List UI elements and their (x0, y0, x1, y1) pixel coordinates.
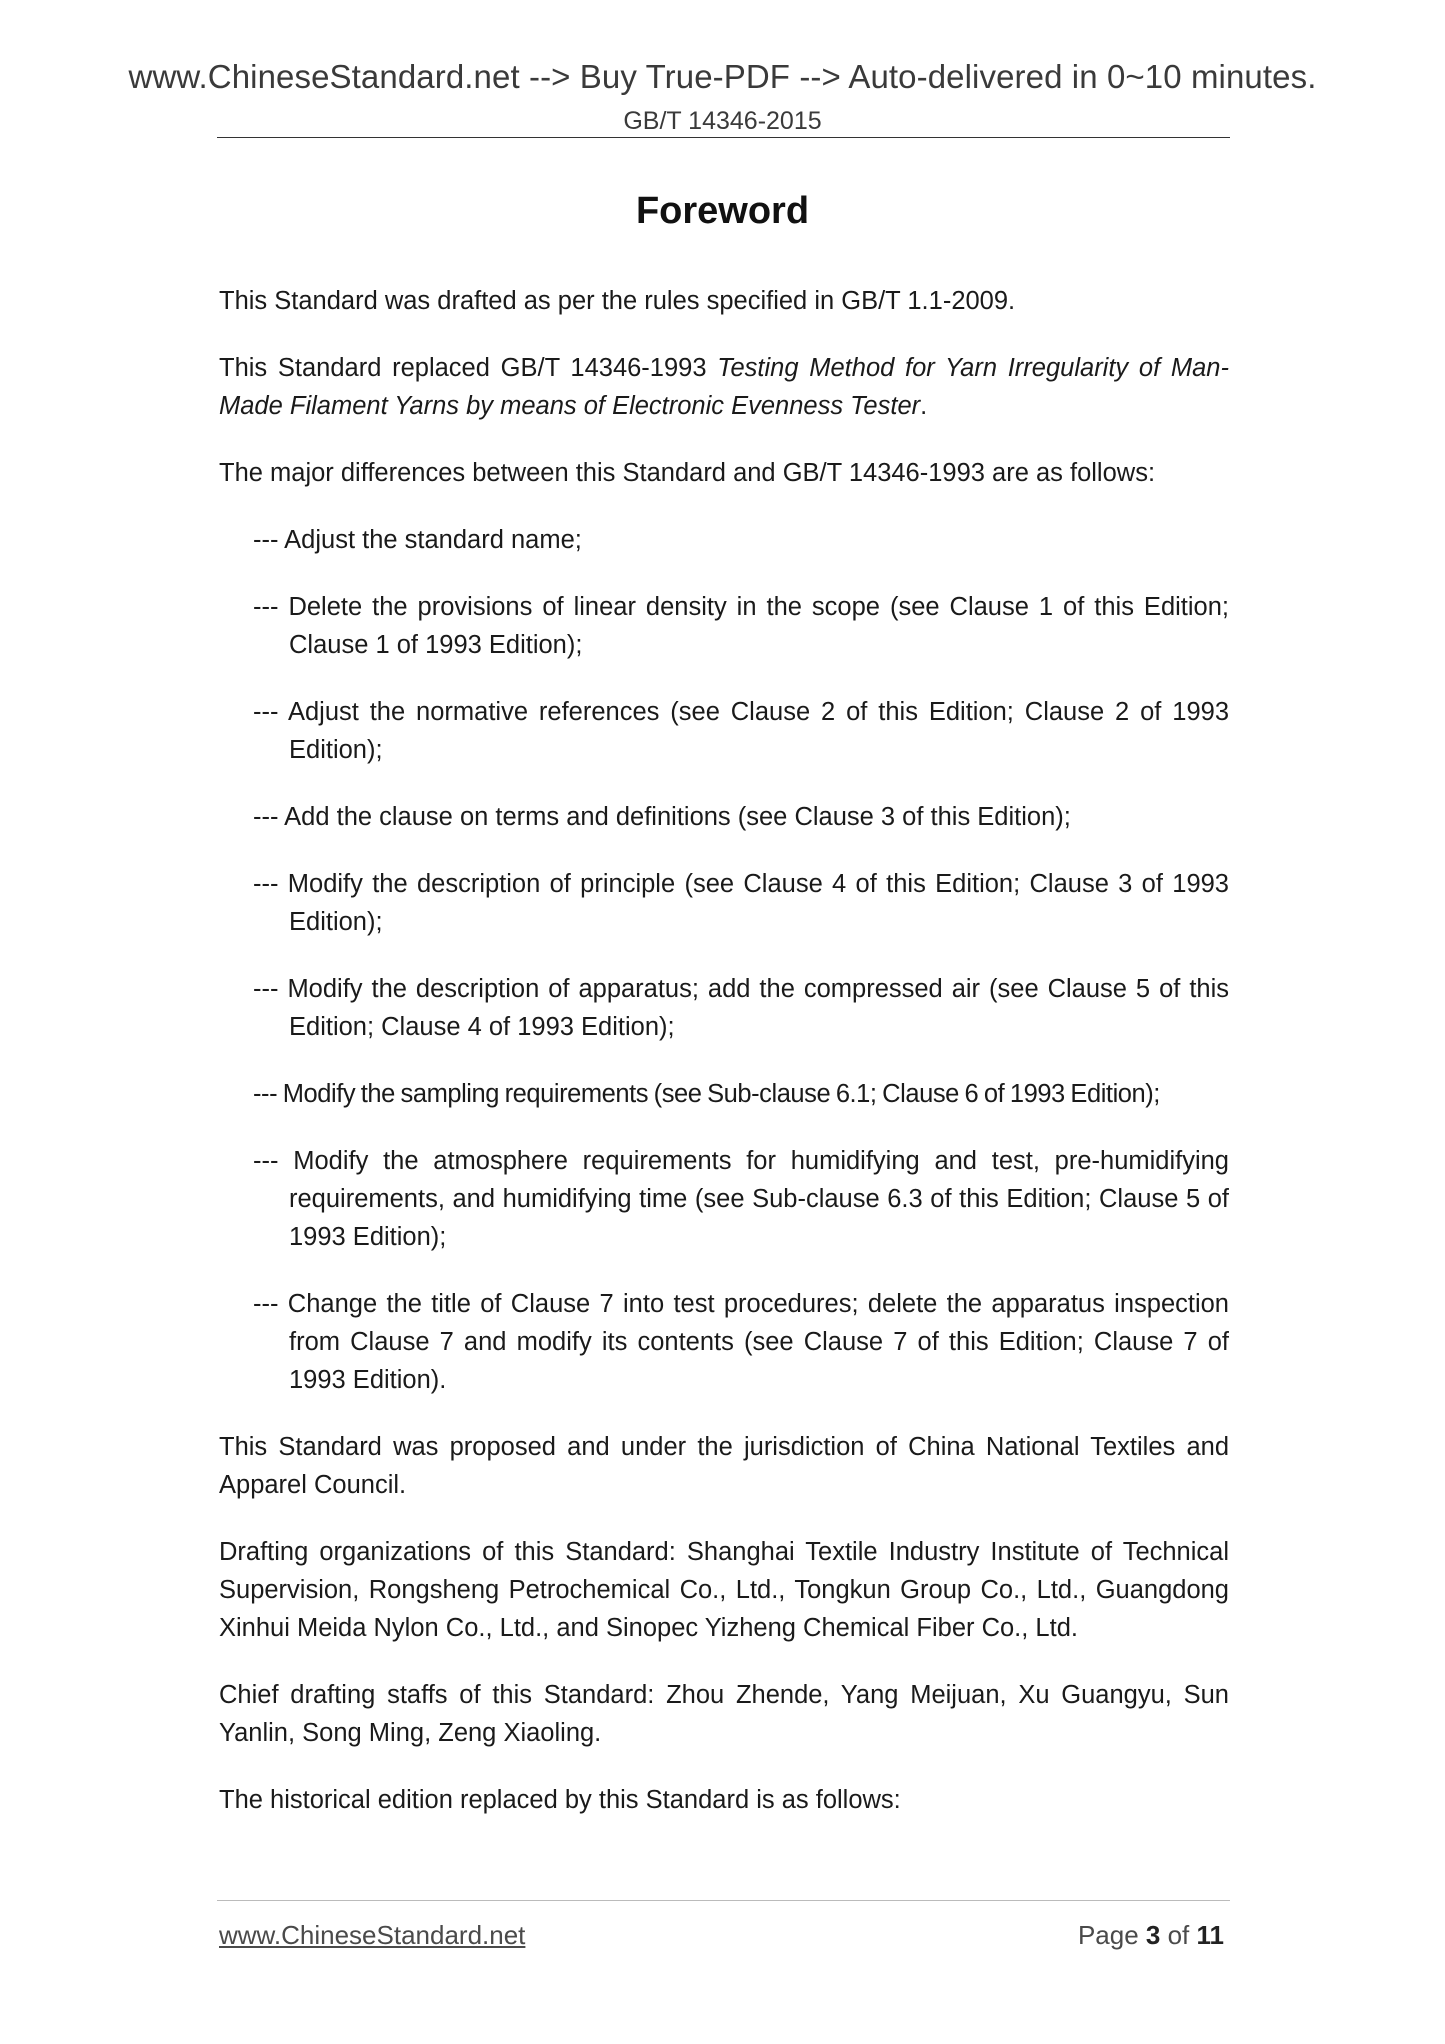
difference-item: --- Modify the sampling requirements (see Sub-clause 6.1; Clause 6 of 1993 Edition); (253, 1080, 1160, 1108)
foreword-body (219, 282, 1229, 1848)
difference-item: --- Change the title of Clause 7 into test procedures; delete the apparatus inspection from Clause 7 and modify its contents (see Clause 7 of this Edition; Clause 7 of 1993 Edition). (253, 1290, 1229, 1394)
footer-site-link[interactable]: www.ChineseStandard.net (219, 1920, 526, 1950)
paragraph-drafting-organizations: Drafting organizations of this Standard: Shanghai Textile Industry Institute of Technical Supervision, Rongsheng Petrochemical Co., Ltd., Tongkun Group Co., Ltd., Guangdong Xinhui Meida Nylon Co., Ltd., and Sinopec Yizheng Chemical Fiber Co., Ltd. (219, 1538, 1229, 1642)
current-page: 3 (1145, 1920, 1161, 1950)
paragraph-historical-edition: The historical edition replaced by this Standard is as follows: (219, 1786, 901, 1814)
header-divider (217, 137, 1230, 138)
difference-item: --- Add the clause on terms and definitions (see Clause 3 of this Edition); (253, 803, 1071, 831)
footer-divider (217, 1900, 1230, 1901)
difference-item: --- Delete the provisions of linear density in the scope (see Clause 1 of this Edition; Clause 1 of 1993 Edition); (253, 593, 1229, 659)
difference-item: --- Adjust the standard name; (253, 526, 582, 554)
paragraph-drafting-rules: This Standard was drafted as per the rules specified in GB/T 1.1-2009. (219, 287, 1016, 315)
replaced-suffix: . (920, 392, 928, 420)
difference-item: --- Modify the description of apparatus; add the compressed air (see Clause 5 of this Edition; Clause 4 of 1993 Edition); (253, 975, 1229, 1041)
paragraph-drafting-staff: Chief drafting staffs of this Standard: Zhou Zhende, Yang Meijuan, Xu Guangyu, Sun Yanlin, Song Ming, Zeng Xiaoling. (219, 1681, 1229, 1747)
paragraph-differences-intro: The major differences between this Standard and GB/T 14346-1993 are as follows: (219, 459, 1156, 487)
page-of-label: of (1160, 1920, 1197, 1950)
page-label: Page (1077, 1920, 1146, 1950)
page-number (1078, 1920, 1224, 1951)
page-title: Foreword (635, 190, 810, 232)
paragraph-proposed: This Standard was proposed and under the jurisdiction of China National Textiles and Apparel Council. (219, 1433, 1229, 1499)
document-code: GB/T 14346-2015 (623, 107, 822, 135)
difference-item: --- Modify the atmosphere requirements for humidifying and test, pre-humidifying requirements, and humidifying time (see Sub-clause 6.3 of this Edition; Clause 5 of 1993 Edition); (253, 1147, 1229, 1251)
difference-item: --- Modify the description of principle (see Clause 4 of this Edition; Clause 3 of 1993 Edition); (253, 870, 1229, 936)
total-pages: 11 (1196, 1920, 1224, 1950)
replaced-title: Testing Method for Yarn Irregularity of Man-Made Filament Yarns by means of Electronic Evenness Tester (219, 354, 1229, 420)
difference-item: --- Adjust the normative references (see Clause 2 of this Edition; Clause 2 of 1993 Edition); (253, 698, 1229, 764)
site-banner: www.ChineseStandard.net --> Buy True-PDF --> Auto-delivered in 0~10 minutes. (128, 58, 1317, 95)
paragraph-replaced-standard (219, 349, 1229, 425)
replaced-prefix: This Standard replaced GB/T 14346-1993 (219, 354, 718, 382)
